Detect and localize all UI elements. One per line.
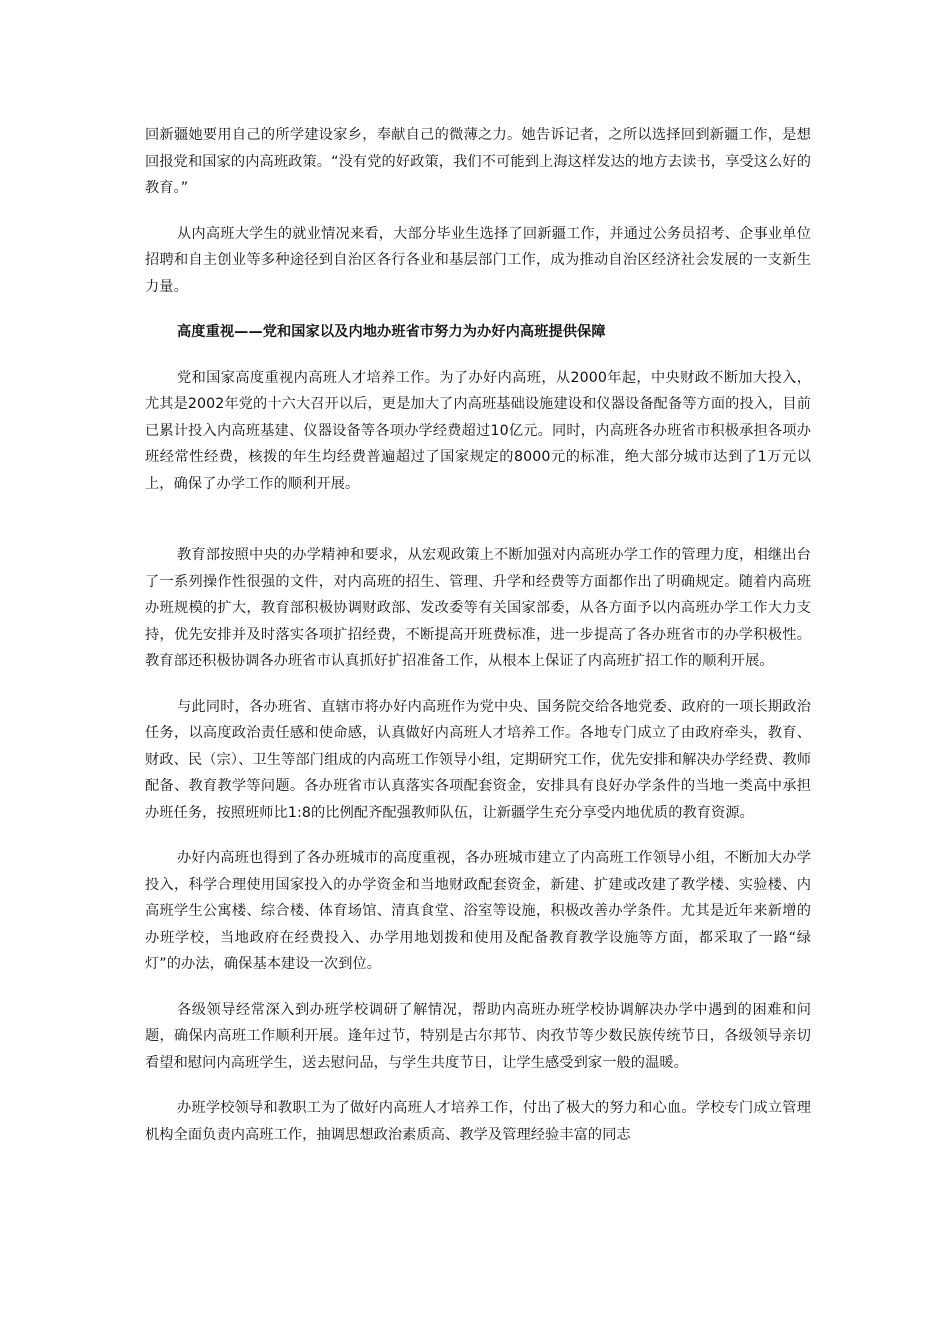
document-page [145,122,811,1148]
paragraph-continuation: 回新疆她要用自己的所学建设家乡，奉献自己的微薄之力。她告诉记者，之所以选择回到新疆工作，是想回报党和国家的内高班政策。“没有党的好政策，我们不可能到上海这样发达的地方去读书，享受这么好的教育。” [145,127,811,196]
paragraph-employment: 从内高班大学生的就业情况来看，大部分毕业生选择了回新疆工作，并通过公务员招考、企事业单位招聘和自主创业等多种途径到自治区各行各业和基层部门工作，成为推动自治区经济社会发展的一支新生力量。 [145,225,811,295]
section-heading: 高度重视——党和国家以及内地办班省市努力为办好内高班提供保障 [177,324,606,340]
paragraph-schools: 办班学校领导和教职工为了做好内高班人才培养工作，付出了极大的努力和心血。学校专门成立管理机构全面负责内高班工作，抽调思想政治素质高、教学及管理经验丰富的同志 [145,1100,811,1143]
paragraph-provinces: 与此同时，各办班省、直辖市将办好内高班作为党中央、国务院交给各地党委、政府的一项长期政治任务，以高度政治责任感和使命感，认真做好内高班人才培养工作。各地专门成立了由政府牵头，教育、财政、民（宗）、卫生等部门组成的内高班工作领导小组，定期研究工作，优先安排和解决办学经费、教师配备、教育教学等问题。各办班省市认真落实各项配套资金，安排具有良好办学条件的当地一类高中承担办班任务，按照班师比1:8的比例配齐配强教师队伍，让新疆学生充分享受内地优质的教育资源。 [145,698,811,821]
paragraph-leaders: 各级领导经常深入到办班学校调研了解情况，帮助内高班办班学校协调解决办学中遇到的困难和问题，确保内高班工作顺利开展。逢年过节，特别是古尔邦节、肉孜节等少数民族传统节日，各级领导亲切看望和慰问内高班学生，送去慰问品，与学生共度节日，让学生感受到家一般的温暖。 [145,1001,811,1071]
paragraph-central-funding: 党和国家高度重视内高班人才培养工作。为了办好内高班，从2000年起，中央财政不断加大投入，尤其是2002年党的十六大召开以后，更是加大了内高班基础设施建设和仪器设备配备等方面的投入，目前已累计投入内高班基建、仪器设备等各项办学经费超过10亿元。同时，内高班各办班省市积极承担各项办班经常性经费，核拨的年生均经费普遍超过了国家规定的8000元的标准，绝大部分城市达到了1万元以上，确保了办学工作的顺利开展。 [145,369,811,492]
paragraph-cities: 办好内高班也得到了各办班城市的高度重视，各办班城市建立了内高班工作领导小组，不断加大办学投入，科学合理使用国家投入的办学资金和当地财政配套资金，新建、扩建或改建了教学楼、实验楼、内高班学生公寓楼、综合楼、体育场馆、清真食堂、浴室等设施，积极改善办学条件。尤其是近年来新增的办班学校，当地政府在经费投入、办学用地划拨和使用及配备教育教学设施等方面，都采取了一路“绿灯”的办法，确保基本建设一次到位。 [145,850,811,972]
paragraph-ministry-education: 教育部按照中央的办学精神和要求，从宏观政策上不断加强对内高班办学工作的管理力度，相继出台了一系列操作性很强的文件，对内高班的招生、管理、升学和经费等方面都作出了明确规定。随着内高班办班规模的扩大，教育部积极协调财政部、发改委等有关国家部委，从各方面予以内高班办学工作大力支持，优先安排并及时落实各项扩招经费，不断提高开班费标准，进一步提高了各办班省市的办学积极性。教育部还积极协调各办班省市认真抓好扩招准备工作，从根本上保证了内高班扩招工作的顺利开展。 [145,547,811,669]
